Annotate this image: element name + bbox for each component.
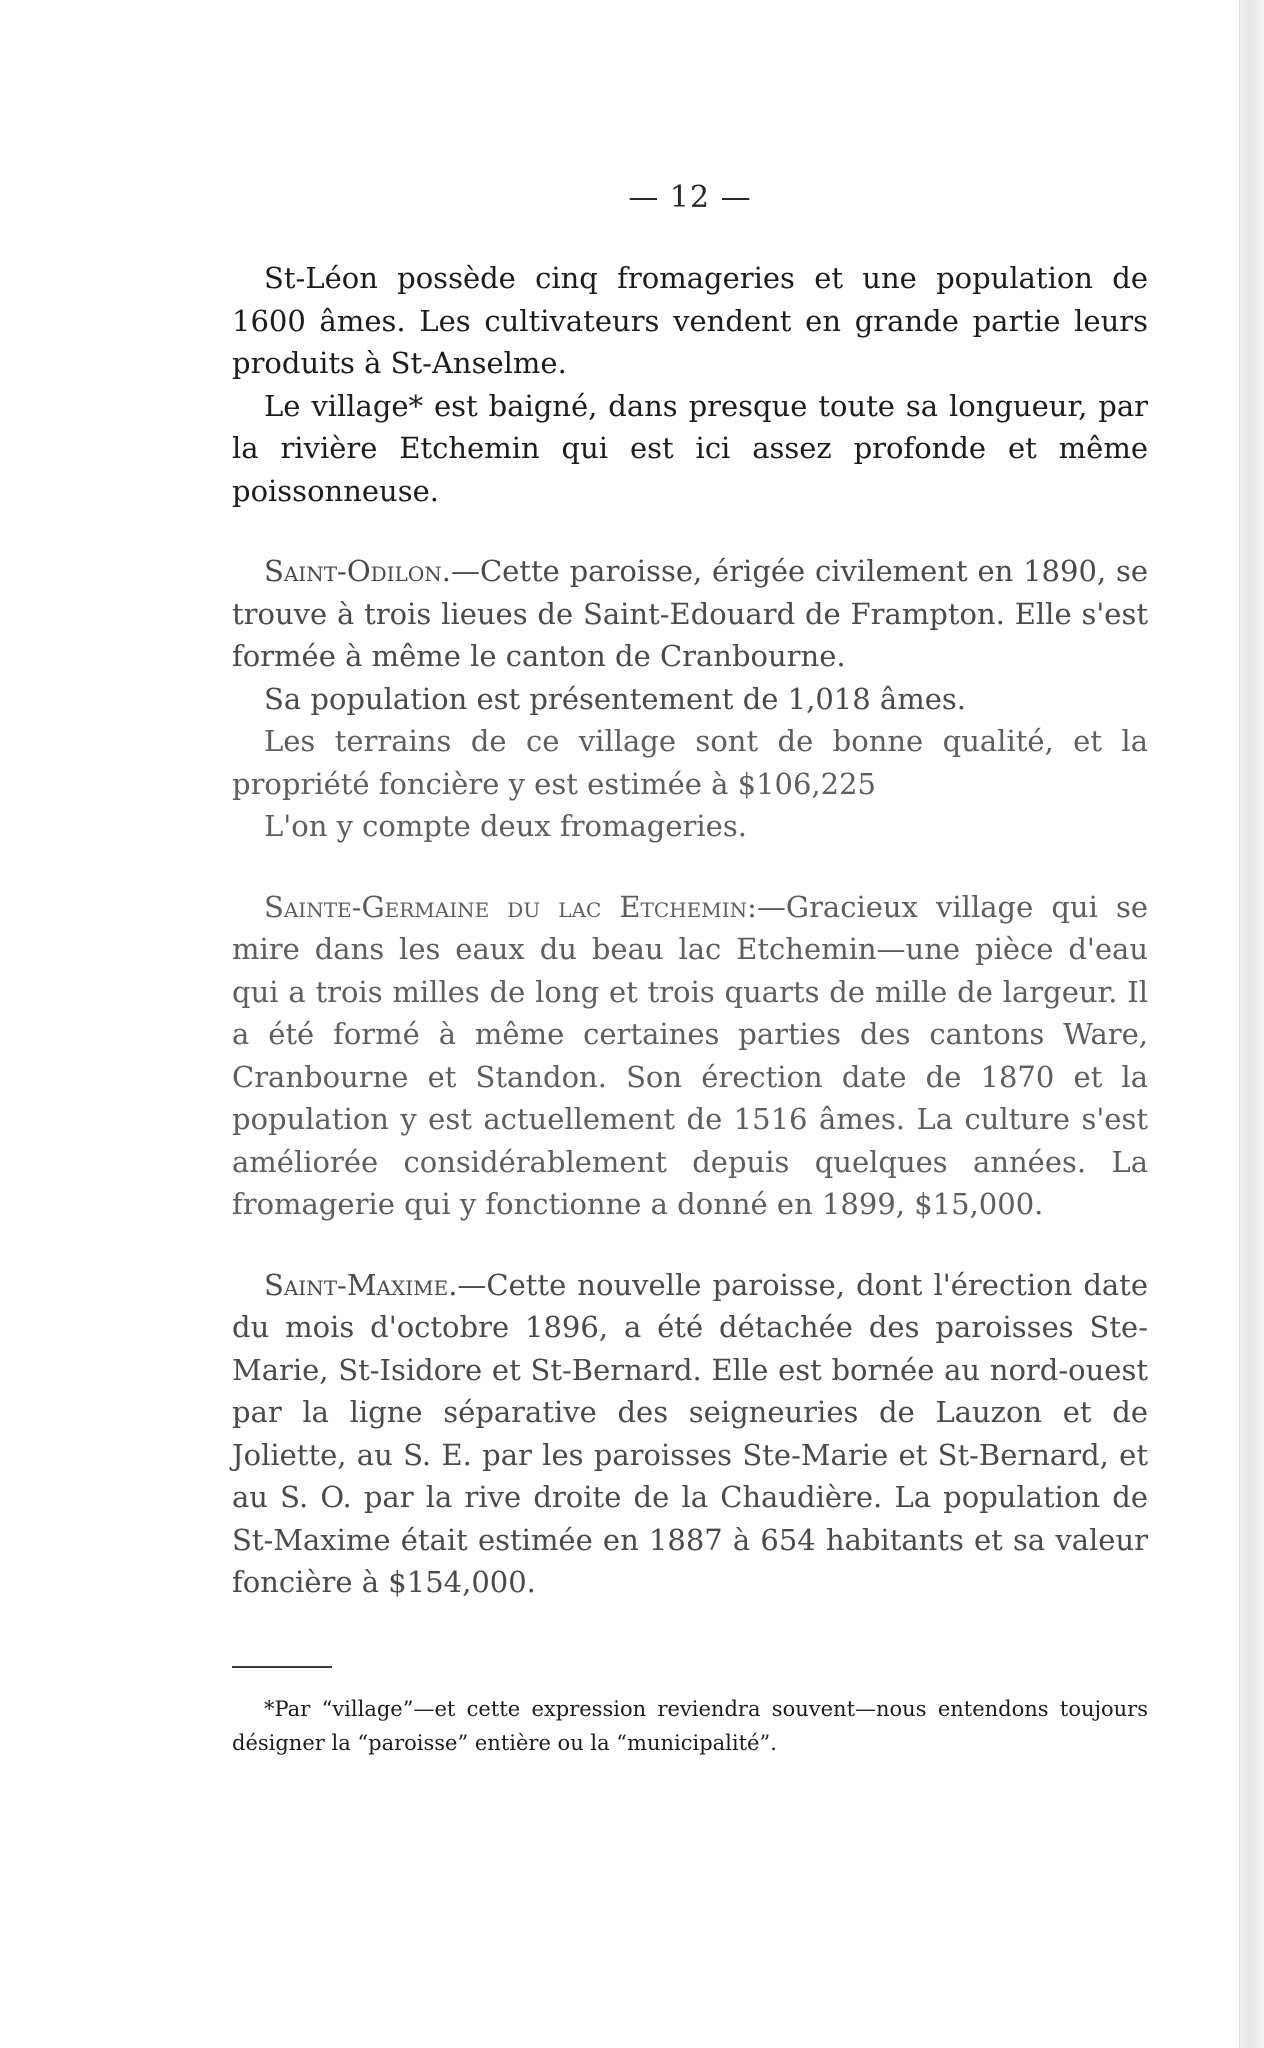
paragraph-st-leon: St-Léon possède cinq fromageries et une population de 1600 âmes. Les cultivateurs vendent en grande partie leurs produits à St-Anselme. [232,261,1148,380]
section-heading-saint-odilon: Saint-Odilon. [264,554,451,588]
section-text-saint-maxime: —Cette nouvelle paroisse, dont l'érection date du mois d'octobre 1896, a été détachée des paroisses Ste-Marie, St-Isidore et St-Bernard. Elle est bornée au nord-ouest par la ligne séparative des seigneuries de Lauzon et de Joliette, au S. E. par les paroisses Ste-Marie et St-Bernard, et au S. O. par la rive droite de la Chaudière. La population de St-Maxime était estimée en 1887 à 654 habitants et sa valeur foncière à $154,000. [232,1267,1148,1599]
page-edge [1239,0,1264,2048]
section-heading-saint-maxime: Saint-Maxime. [264,1267,458,1302]
paragraph-village-river: Le village* est baigné, dans presque toute sa longueur, par la rivière Etchemin qui est ici assez profonde et même poissonneuse. [232,388,1148,508]
section-saint-maxime [232,1264,1148,1604]
paragraph-odilon-population: Sa population est présentement de 1,018 âmes. [264,681,966,716]
paragraph-odilon-land: Les terrains de ce village sont de bonne qualité, et la propriété foncière y est estimée à $106,225 [232,724,1148,801]
section-heading-sainte-germaine: Sainte-Germaine du lac Etchemin: [264,889,757,924]
section-saint-odilon [232,550,1148,678]
page-number: — 12 — [628,180,752,215]
section-text-saint-odilon: —Cette paroisse, érigée civilement en 1890, se trouve à trois lieues de Saint-Edouard de Frampton. Elle s'est formée à même le canton de Cranbourne. [232,554,1148,673]
section-text-sainte-germaine: —Gracieux village qui se mire dans les eaux du beau lac Etchemin—une pièce d'eau qui a trois milles de long et trois quarts de mille de largeur. Il a été formé à même certaines parties des cantons Ware, Cranbourne et Standon. Son érection date de 1870 et la population y est actuellement de 1516 âmes. La culture s'est améliorée considérablement depuis quelques années. La fromagerie qui y fonctionne a donné en 1899, $15,000. [232,889,1148,1221]
paragraph-odilon-cheese: L'on y compte deux fromageries. [264,809,747,843]
footnote: *Par “village”—et cette expression reviendra souvent—nous entendons toujours désigner la “paroisse” entière ou la “municipalité”. [232,1696,1148,1755]
document-page [232,180,1148,1760]
footnote-rule [232,1666,332,1668]
section-sainte-germaine [232,886,1148,1226]
